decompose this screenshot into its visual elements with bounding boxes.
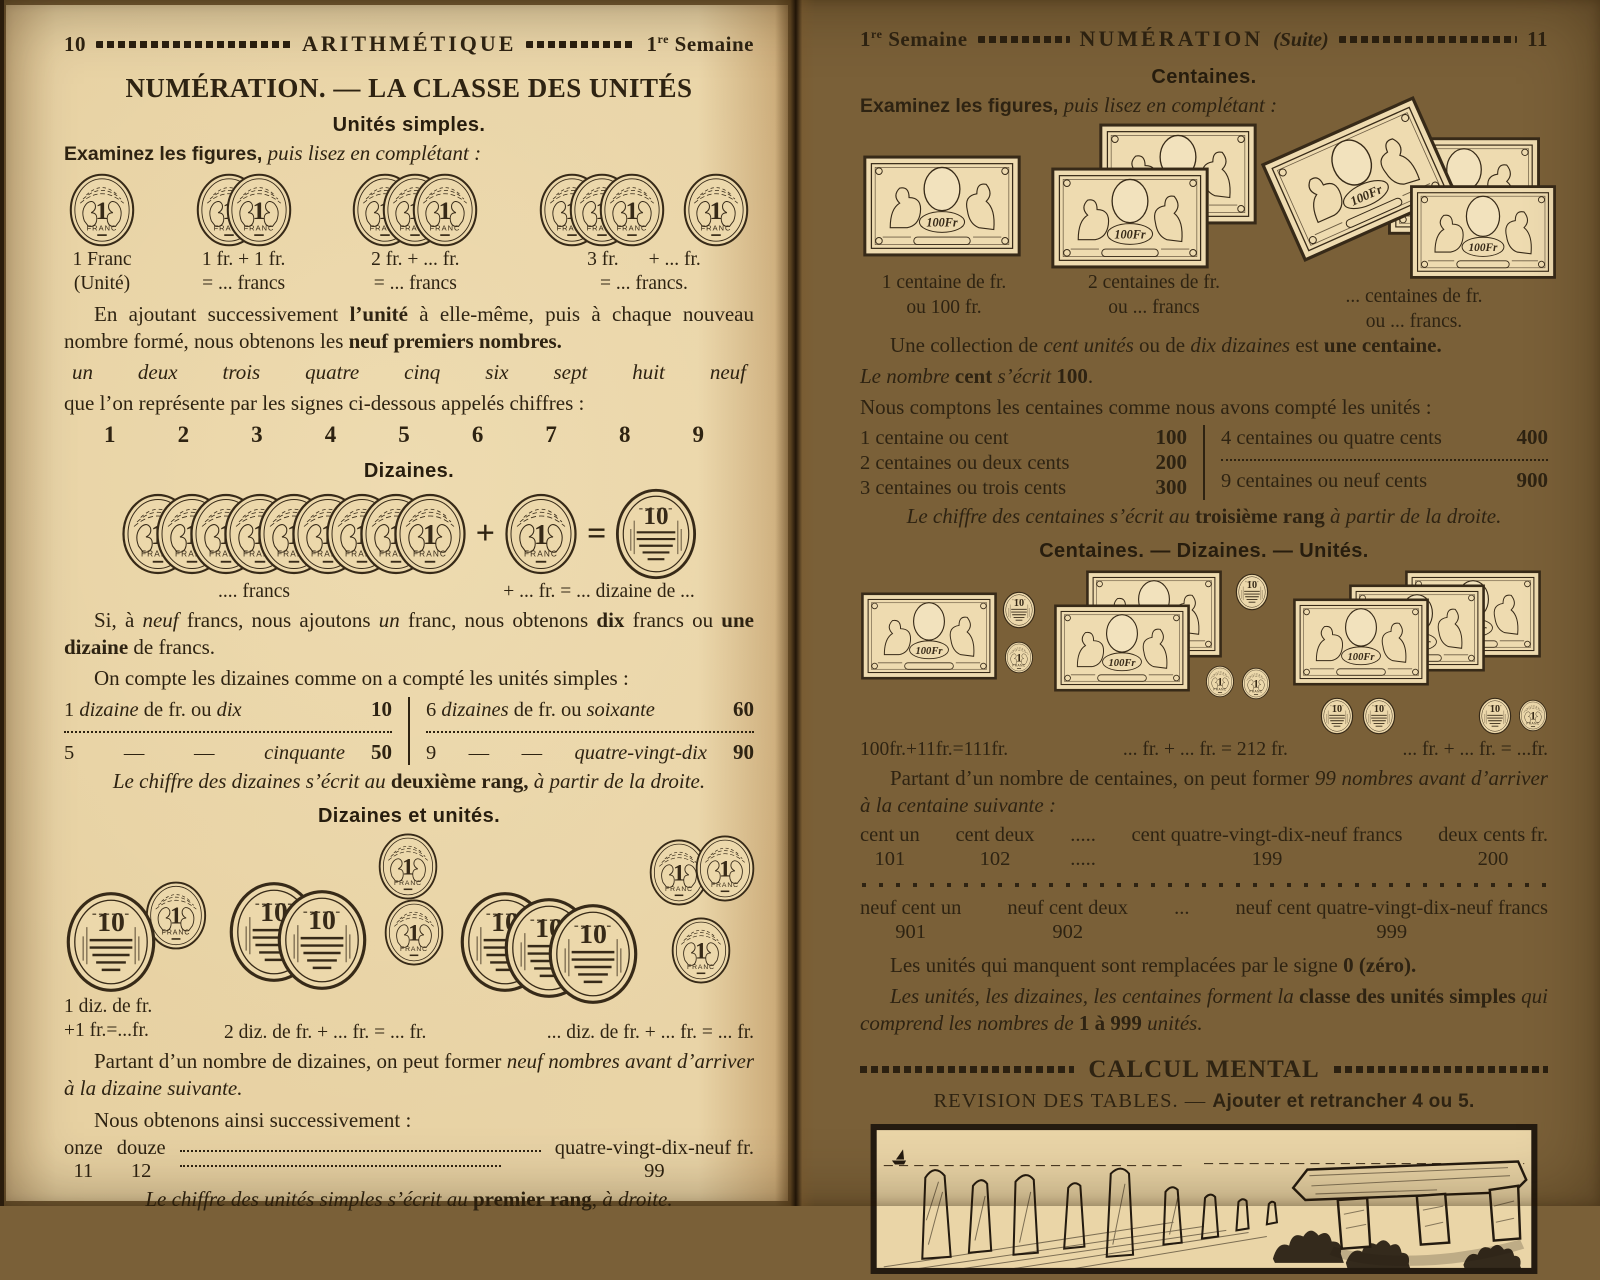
banknote-100-icon [1053, 603, 1191, 693]
lead-italic: puis lisez en complétant : [1063, 93, 1278, 117]
num-col: cent un 101 [860, 823, 920, 870]
chiffres-line: que l’on représente par les signes ci-dessous appelés chiffres : [64, 390, 585, 415]
page-number-left: 10 [64, 32, 86, 56]
dizaines-table [64, 697, 754, 765]
note-caption-3: ... centaines de fr. ou ... francs. [1345, 286, 1483, 332]
coin-1-icon [598, 172, 666, 248]
cdu-caption-2: ... fr. + ... fr. = 212 fr. [1122, 739, 1288, 761]
obtenons-line: Nous obtenons ainsi successivement : [94, 1107, 412, 1132]
nine-coin-stack [120, 492, 468, 576]
dashed-rule [1334, 1066, 1548, 1073]
succession-row [64, 1137, 754, 1183]
coin-1-icon [694, 834, 756, 903]
dotted-leader [64, 725, 392, 733]
note-group-2 [1050, 122, 1258, 328]
coins [351, 172, 479, 248]
banknote-100-icon [862, 154, 1022, 258]
dizaines-figure-captions [64, 581, 754, 603]
coin-1-icon [1241, 667, 1271, 700]
dizaines-heading: Dizaines. [363, 459, 455, 482]
digits-row: 1 2 3 4 5 6 7 8 9 [104, 421, 704, 447]
num-col: ..... ..... [1070, 823, 1096, 870]
megaliths-illustration [862, 1123, 1546, 1275]
coin-10-icon [614, 487, 698, 581]
coin-1-icon [377, 832, 439, 901]
header-suite: (Suite) [1273, 29, 1329, 51]
coin-group-4 [538, 172, 750, 297]
banknote-100-icon [1408, 184, 1558, 280]
centaines-table-left: 1 centaine ou cent 100 2 centaines ou deux cents 200 3 centaines ou trois cents 300 [860, 425, 1205, 500]
equals-sign: = [587, 514, 607, 552]
week-word: Semaine [888, 27, 968, 51]
succession-col-2: douze 12 [116, 1136, 166, 1182]
week-number: 1 [860, 27, 871, 51]
du-captions-row [64, 1022, 754, 1044]
coins [538, 172, 750, 248]
lesson-title: NUMÉRATION. — LA CLASSE DES UNITÉS [125, 73, 693, 103]
banknote-100-icon [1292, 597, 1430, 687]
coin-1-icon [225, 172, 293, 248]
coin-group-2 [195, 172, 293, 297]
du-caption-1: 1 diz. de fr. +1 fr.=...fr. [64, 996, 153, 1041]
coin-10-icon [546, 902, 640, 1006]
coin-caption: 3 fr. + ... fr. = ... francs. [587, 249, 701, 295]
cdu-caption-3: ... fr. + ... fr. = ...fr. [1402, 739, 1548, 761]
note-group-1 [860, 128, 1028, 328]
paragraph-dix: Si, à neuf francs, nous ajoutons un franc, nous obtenons dix francs ou une dizaine de francs. [64, 607, 754, 660]
dizaines-table-left: 1 dizaine de fr. ou dix 10 5 — — cinquante 50 [64, 697, 410, 765]
centaines-table-right: 4 centaines ou quatre cents 400 9 centaines ou neuf cents 900 [1221, 424, 1548, 492]
coin-10-icon [1002, 591, 1036, 629]
examine-lead [64, 141, 754, 166]
coin-10-icon [1478, 697, 1512, 735]
note-caption-1: 1 centaine de fr. ou 100 fr. [881, 272, 1007, 318]
text-segment: En ajoutant successivement [94, 301, 350, 326]
revision-line: REVISION DES TABLES. — Ajouter et retrancher 4 ou 5. [933, 1089, 1475, 1112]
banknote-100-icon [1050, 166, 1210, 270]
coin-1-icon [1004, 641, 1034, 674]
note-caption-2: 2 centaines de fr. ou ... francs [1087, 272, 1221, 318]
cdu-captions-row [860, 739, 1548, 761]
paragraph-partant: Partant d’un nombre de dizaines, on peut former neuf nombres avant d’arriver à la dizaine suivante. [64, 1049, 754, 1101]
centaines-table [860, 425, 1548, 500]
dashed-rule [96, 41, 292, 48]
coin-caption: 1 fr. + 1 fr. = ... francs [201, 249, 286, 295]
coin-group-3 [351, 172, 479, 297]
dashed-rule [526, 41, 636, 48]
coin-10-icon [64, 890, 158, 994]
coin-1-icon [392, 492, 468, 576]
coin-1-icon [1205, 665, 1235, 698]
du-caption-3: ... diz. de fr. + ... fr. = ... fr. [546, 1022, 754, 1044]
page-right [798, 0, 1600, 1206]
coin-1-icon [670, 916, 732, 985]
text-segment: l’unité [349, 301, 408, 326]
succession-dots [180, 1137, 541, 1174]
dotted-leader [426, 725, 754, 733]
note-group-3 [1280, 122, 1548, 332]
week-ordinal: re [657, 32, 669, 46]
page-number-right: 11 [1527, 27, 1548, 51]
num-col: cent deux 102 [955, 823, 1035, 870]
dashed-rule [860, 1066, 1074, 1073]
coin-10-icon [1235, 573, 1269, 611]
coins [195, 172, 293, 248]
header-week [646, 32, 754, 57]
num-col: deux cents fr. 200 [1438, 823, 1548, 870]
book-left-edge [0, 0, 4, 1206]
cdu-figure [860, 569, 1548, 737]
coin-1-icon [1518, 699, 1548, 732]
paragraph-units [64, 301, 754, 356]
header-subject: NUMÉRATION [1079, 26, 1264, 51]
right-page-header [860, 26, 1548, 52]
coin-10-icon [1362, 697, 1396, 735]
coin-stack [538, 172, 666, 248]
coin-10-icon [1320, 697, 1354, 735]
dizaines-figure [64, 487, 754, 581]
calcul-mental-title: CALCUL MENTAL [1088, 1055, 1320, 1083]
caption-francs: .... francs [217, 580, 290, 602]
cdu-group-1 [860, 569, 1038, 729]
coin-caption: 2 fr. + ... fr. = ... francs [371, 249, 460, 295]
plus-sign: + [475, 514, 495, 552]
centaines-rule: Le chiffre des centaines s’écrit au troisième rang à partir de la droite. [906, 503, 1502, 528]
du-group-3 [458, 832, 754, 1020]
num-col: cent quatre-vingt-dix-neuf francs 199 [1131, 823, 1403, 870]
hundreds-row-a [860, 824, 1548, 871]
num-col: neuf cent deux 902 [1007, 896, 1129, 943]
dizaines-table-right: 6 dizaines de fr. ou soixante 60 9 — — quatre-vingt-dix 90 [426, 696, 754, 764]
dizaines-unites-heading: Dizaines et unités. [317, 805, 501, 828]
hundreds-row-b [860, 897, 1548, 944]
text-segment: à elle-même, puis à chaque nouveau nombre formé, nous obtenons les [64, 301, 754, 354]
units-heading: Unités simples. [332, 114, 486, 136]
cdu-group-3 [1292, 569, 1548, 737]
week-ordinal: re [871, 27, 883, 41]
num-col: neuf cent quatre-vingt-dix-neuf francs 999 [1235, 896, 1548, 943]
coin-1-icon [503, 492, 579, 576]
num-col: ... [1174, 896, 1190, 919]
dizaines-rule: Le chiffre des dizaines s’écrit au deuxième rang, à partir de la droite. [112, 768, 706, 793]
compte-line: On compte les dizaines comme on a compté les unités simples : [94, 666, 629, 691]
week-word: Semaine [674, 32, 754, 56]
num-col: neuf cent un 901 [860, 896, 962, 943]
dashed-rule [978, 36, 1070, 43]
dotted-leader [1221, 453, 1548, 461]
cdu-group-2 [1053, 569, 1277, 729]
succession-col-1: onze 11 [64, 1136, 103, 1182]
coin-1-icon [411, 172, 479, 248]
number-names-row: un deux trois quatre cinq six sept huit neuf [72, 360, 746, 385]
unites-rule: Le chiffre des unités simples s’écrit au premier rang, à droite. [145, 1186, 673, 1211]
lead-bold: Examinez les figures, [64, 143, 263, 165]
coin-1-icon [383, 898, 445, 967]
succession-col-4: quatre-vingt-dix-neuf fr. 99 [554, 1136, 754, 1182]
coin-caption: 1 Franc (Unité) [72, 249, 132, 295]
lead-bold: Examinez les figures, [860, 95, 1059, 117]
coin-group-1 [68, 172, 136, 297]
dashed-rule [1339, 36, 1517, 43]
examine-lead [860, 93, 1548, 118]
calcul-mental-banner [860, 1056, 1548, 1084]
illustration-frame [862, 1123, 1546, 1280]
page-left [6, 5, 788, 1211]
paragraph-classe: Les unités, les dizaines, les centaines forment la classe des unités simples qui comprend les nombres de 1 à 999 unités. [860, 984, 1548, 1036]
paragraph-zero: Les unités qui manquent sont remplacées par le signe 0 (zéro). [890, 952, 1417, 977]
paragraph-collection: Une collection de cent unités ou de dix dizaines est une centaine. [890, 333, 1442, 357]
left-page-header [64, 31, 754, 57]
centaines-note-figure [860, 122, 1548, 332]
header-subject: ARITHMÉTIQUE [302, 31, 517, 56]
coins [68, 172, 136, 248]
coin-1-icon [682, 172, 750, 248]
dotted-separator [862, 883, 1546, 887]
du-group-2 [227, 832, 445, 1020]
centaines-heading: Centaines. [1151, 66, 1257, 88]
text-segment: neuf premiers nombres. [348, 329, 562, 354]
coin-10-icon [275, 888, 369, 992]
coin-1-icon [68, 172, 136, 248]
banknote-100-icon [860, 591, 998, 681]
nombre-line: Le nombre cent s’écrit 100. [860, 364, 1094, 389]
cdu-heading: Centaines. — Dizaines. — Unités. [1039, 540, 1369, 563]
week-number: 1 [646, 32, 658, 56]
du-caption-2: 2 diz. de fr. + ... fr. = ... fr. [224, 1022, 427, 1044]
lead-italic: puis lisez en complétant : [267, 141, 482, 165]
du-group-1 [64, 832, 214, 1041]
cdu-caption-1: 100fr.+11fr.=111fr. [860, 739, 1009, 761]
comptons-line: Nous comptons les centaines comme nous avons compté les unités : [860, 394, 1432, 419]
header-week [860, 27, 968, 52]
caption-dizaine: + ... fr. = ... dizaine de ... [503, 580, 695, 602]
paragraph-partant-centaines: Partant d’un nombre de centaines, on peut former 99 nombres avant d’arriver à la centaine suivante : [860, 766, 1548, 818]
units-coin-figure [68, 172, 750, 297]
